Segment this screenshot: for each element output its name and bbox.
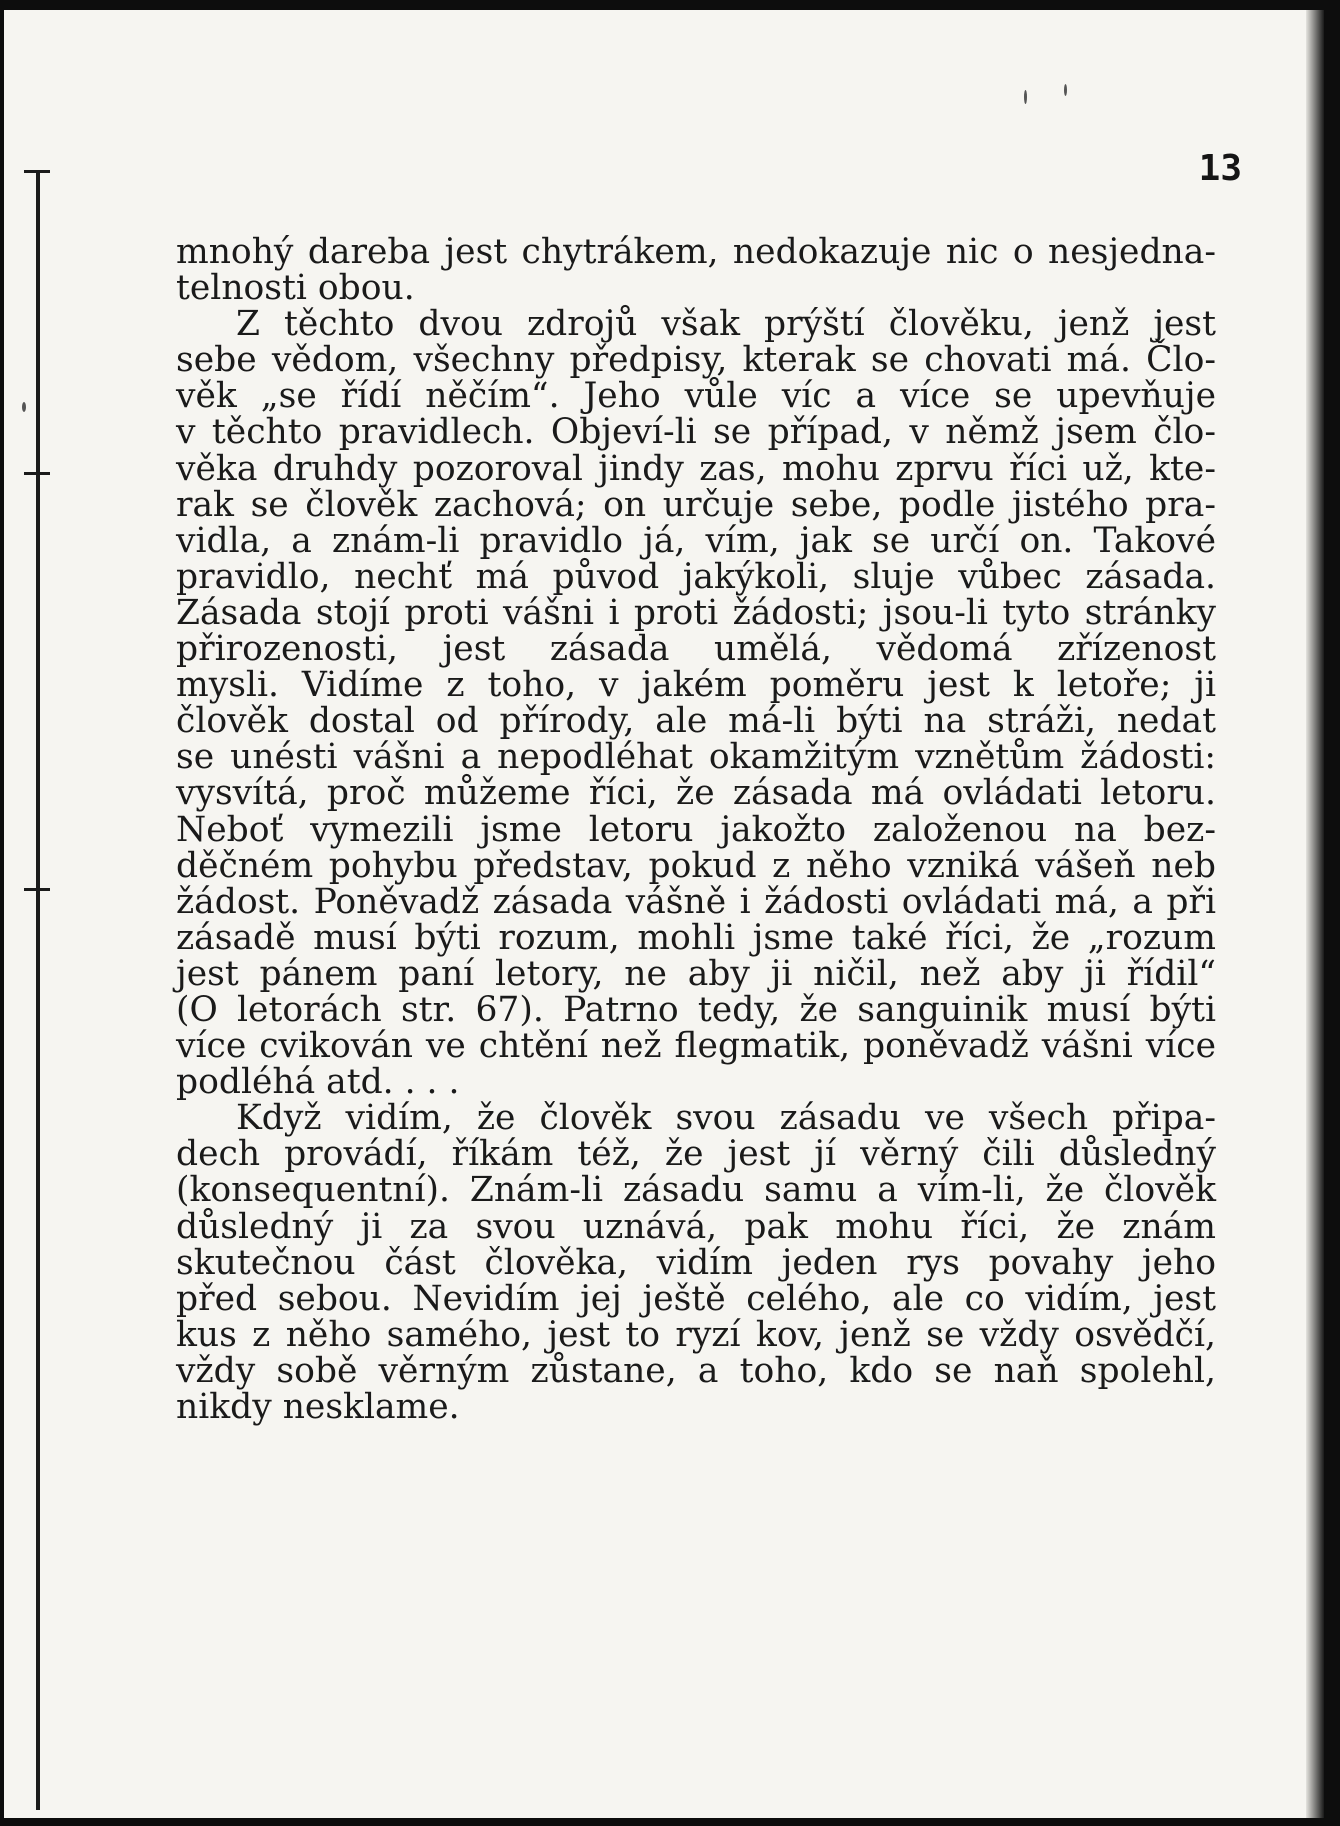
text-line: zásadě musí býti rozum, mohli jsme také říci, že „rozum (176, 917, 1216, 958)
text-line: rak se člověk zachová; on určuje sebe, podle jistého pra- (176, 484, 1216, 525)
text-line: důsledný ji za svou uznává, pak mohu říci, že znám (176, 1206, 1216, 1247)
binding-mark (24, 888, 50, 891)
text-line: vidla, a znám-li pravidlo já, vím, jak se určí on. Takové (176, 520, 1216, 561)
text-line: (O letorách str. 67). Patrno tedy, že sanguinik musí býti (176, 989, 1216, 1030)
text-line: Z těchto dvou zdrojů však prýští člověku, jenž jest (236, 304, 1216, 345)
text-line: vysvítá, proč můžeme říci, že zásada má ovládati letoru. (176, 773, 1216, 814)
paragraph (176, 1100, 1216, 1425)
text-line: více cvikován ve chtění než flegmatik, poněvadž vášni více (176, 1026, 1216, 1067)
text-line: Zásada stojí proti vášni i proti žádosti; jsou-li tyto stránky (176, 592, 1216, 633)
text-line: se unésti vášni a nepodléhat okamžitým vznětům žádosti: (176, 737, 1216, 778)
text-line: nikdy nesklame. (176, 1387, 460, 1427)
paragraph (176, 304, 1216, 1103)
text-line: mysli. Vidíme z toho, v jakém poměru jest k letoře; ji (176, 665, 1216, 706)
scan-speck (1024, 90, 1027, 104)
text-line: sebe vědom, všechny předpisy, kterak se chovati má. Člo- (176, 340, 1216, 381)
text-line: dech provádí, říkám též, že jest jí věrný čili důsledný (176, 1134, 1216, 1175)
text-line: v těchto pravidlech. Objeví-li se případ, v němž jsem člo- (176, 412, 1216, 453)
binding-mark (24, 170, 50, 173)
scan-speck (1064, 84, 1067, 96)
page-edge-shadow (1306, 10, 1324, 1818)
binding-edge (36, 170, 40, 1810)
paragraph (176, 232, 1216, 309)
text-line: člověk dostal od přírody, ale má-li býti na stráži, nedat (176, 701, 1216, 742)
page-number: 13 (1198, 148, 1242, 189)
text-line: Když vidím, že člověk svou zásadu ve všech připa- (236, 1098, 1216, 1139)
scan-speck (22, 402, 26, 412)
text-line: přirozenosti, jest zásada umělá, vědomá zřízenost (176, 629, 1216, 670)
text-line: žádost. Poněvadž zásada vášně i žádosti ovládati má, a při (176, 881, 1216, 922)
text-line: skutečnou část člověka, vidím jeden rys povahy jeho (176, 1242, 1216, 1283)
binding-mark (24, 472, 50, 475)
text-line: děčném pohybu představ, pokud z něho vzniká vášeň neb (176, 845, 1216, 886)
text-line: mnohý dareba jest chytrákem, nedokazuje nic o nesjedna- (176, 232, 1216, 272)
text-line: věka druhdy pozoroval jindy zas, mohu zprvu říci už, kte- (176, 448, 1216, 489)
body-text (176, 234, 1216, 1425)
text-line: Neboť vymezili jsme letoru jakožto založenou na bez- (176, 809, 1216, 850)
text-line: podléhá atd. . . . (176, 1062, 460, 1103)
text-line: před sebou. Nevidím jej ještě celého, ale co vidím, jest (176, 1278, 1216, 1319)
text-line: jest pánem paní letory, ne aby ji ničil, než aby ji řídil“ (176, 953, 1216, 994)
text-line: (konsequentní). Znám-li zásadu samu a vím-li, že člověk (176, 1170, 1216, 1211)
book-page (4, 10, 1324, 1818)
text-line: telnosti obou. (176, 268, 415, 309)
text-line: vždy sobě věrným zůstane, a toho, kdo se naň spolehl, (176, 1350, 1216, 1391)
text-line: věk „se řídí něčím“. Jeho vůle víc a více se upevňuje (176, 376, 1216, 417)
text-line: kus z něho samého, jest to ryzí kov, jenž se vždy osvědčí, (176, 1314, 1216, 1355)
text-line: pravidlo, nechť má původ jakýkoli, sluje vůbec zásada. (176, 556, 1216, 597)
